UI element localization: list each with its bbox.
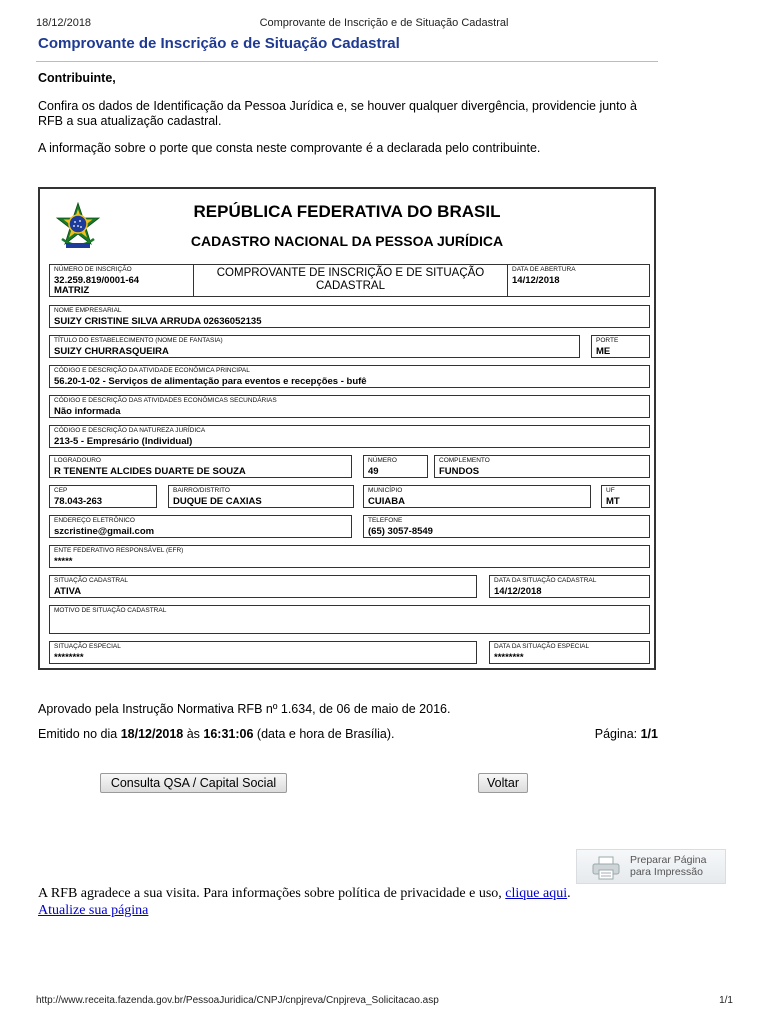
prepare-print-label bbox=[630, 854, 725, 878]
comprovante-title-box bbox=[193, 264, 508, 297]
field-atividade-principal bbox=[49, 365, 650, 388]
field-data-situacao bbox=[489, 575, 650, 598]
field-value: ATIVA bbox=[54, 586, 82, 597]
field-value: SUIZY CHURRASQUEIRA bbox=[54, 346, 169, 357]
title-divider bbox=[36, 61, 658, 62]
field-label: COMPLEMENTO bbox=[439, 457, 490, 464]
print-header-date: 18/12/2018 bbox=[36, 17, 92, 29]
field-value: MT bbox=[606, 496, 620, 507]
field-value: CUIABA bbox=[368, 496, 405, 507]
field-municipio bbox=[363, 485, 591, 508]
field-value: 213-5 - Empresário (Individual) bbox=[54, 436, 193, 447]
emission-mid: às bbox=[183, 727, 204, 741]
field-label: ENTE FEDERATIVO RESPONSÁVEL (EFR) bbox=[54, 547, 184, 554]
intro-line-1: Confira os dados de Identificação da Pessoa Jurídica e, se houver qualquer divergência, providencie junto à bbox=[38, 99, 637, 113]
field-data-situacao-especial bbox=[489, 641, 650, 664]
field-nome-fantasia bbox=[49, 335, 580, 358]
field-numero bbox=[363, 455, 428, 478]
field-motivo-situacao bbox=[49, 605, 650, 634]
field-label: DATA DA SITUAÇÃO ESPECIAL bbox=[494, 643, 590, 650]
field-label: PORTE bbox=[596, 337, 619, 344]
field-value: 78.043-263 bbox=[54, 496, 103, 507]
field-bairro bbox=[168, 485, 354, 508]
emission-time: 16:31:06 bbox=[203, 727, 254, 741]
prepare-print-line-1: Preparar Página bbox=[630, 854, 707, 866]
field-label: NOME EMPRESARIAL bbox=[54, 307, 122, 314]
field-label: MUNICÍPIO bbox=[368, 487, 403, 494]
field-porte bbox=[591, 335, 650, 358]
field-label: CÓDIGO E DESCRIÇÃO DA NATUREZA JURÍDICA bbox=[54, 427, 206, 434]
comprovante-title-line-1: COMPROVANTE DE INSCRIÇÃO E DE SITUAÇÃO bbox=[216, 267, 485, 279]
print-footer-page: 1/1 bbox=[719, 995, 733, 1006]
porte-notice: A informação sobre o porte que consta neste comprovante é a declarada pelo contribuinte. bbox=[38, 141, 541, 155]
field-nome-empresarial bbox=[49, 305, 650, 328]
voltar-button[interactable]: Voltar bbox=[478, 773, 528, 793]
field-cep bbox=[49, 485, 157, 508]
emission-prefix: Emitido no dia bbox=[38, 727, 121, 741]
field-value: R TENENTE ALCIDES DUARTE DE SOUZA bbox=[54, 466, 246, 477]
intro-line-2: RFB a sua atualização cadastral. bbox=[38, 114, 222, 128]
field-label: DATA DA SITUAÇÃO CADASTRAL bbox=[494, 577, 597, 584]
field-value: (65) 3057-8549 bbox=[368, 526, 433, 537]
field-atividades-secundarias bbox=[49, 395, 650, 418]
cnpj-certificate-card bbox=[38, 187, 656, 670]
field-value: 14/12/2018 bbox=[494, 586, 542, 597]
card-heading-republic: REPÚBLICA FEDERATIVA DO BRASIL bbox=[193, 202, 501, 221]
privacy-notice-end: . bbox=[567, 886, 571, 901]
page-indicator-value: 1/1 bbox=[640, 727, 658, 741]
field-abertura bbox=[507, 264, 650, 297]
field-label: SITUAÇÃO ESPECIAL bbox=[54, 643, 121, 650]
field-value: ***** bbox=[54, 556, 73, 567]
field-uf bbox=[601, 485, 650, 508]
field-label: SITUAÇÃO CADASTRAL bbox=[54, 577, 129, 584]
print-header-title: Comprovante de Inscrição e de Situação Cadastral bbox=[259, 17, 509, 29]
consulta-qsa-button[interactable]: Consulta QSA / Capital Social bbox=[100, 773, 287, 793]
approval-note: Aprovado pela Instrução Normativa RFB nº 1.634, de 06 de maio de 2016. bbox=[38, 702, 451, 716]
field-situacao-cadastral bbox=[49, 575, 477, 598]
field-value: ME bbox=[596, 346, 611, 357]
field-efr bbox=[49, 545, 650, 568]
comprovante-title-line-2: CADASTRAL bbox=[315, 280, 386, 292]
emission-info bbox=[38, 727, 478, 742]
field-value: FUNDOS bbox=[439, 466, 480, 477]
print-footer-url: http://www.receita.fazenda.gov.br/PessoaJuridica/CNPJ/cnpjreva/Cnpjreva_Solicitacao.asp bbox=[36, 995, 439, 1006]
field-value: ******** bbox=[494, 652, 524, 663]
field-value: 32.259.819/0001-64 bbox=[54, 275, 140, 286]
field-value: ******** bbox=[54, 652, 84, 663]
field-label: DATA DE ABERTURA bbox=[512, 266, 576, 273]
comprovante-title bbox=[194, 267, 507, 293]
field-inscricao bbox=[49, 264, 194, 297]
field-label: TÍTULO DO ESTABELECIMENTO (NOME DE FANTASIA) bbox=[54, 337, 223, 344]
field-telefone bbox=[363, 515, 650, 538]
field-value: DUQUE DE CAXIAS bbox=[173, 496, 262, 507]
prepare-print-line-2: para Impressão bbox=[630, 866, 703, 878]
greeting: Contribuinte, bbox=[38, 71, 116, 85]
page-indicator bbox=[560, 727, 658, 742]
page-indicator-label: Página: bbox=[594, 727, 641, 741]
field-label: CÓDIGO E DESCRIÇÃO DA ATIVIDADE ECONÔMICA PRINCIPAL bbox=[54, 367, 250, 374]
field-natureza-juridica bbox=[49, 425, 650, 448]
field-logradouro bbox=[49, 455, 352, 478]
privacy-notice-text: A RFB agradece a sua visita. Para informações sobre política de privacidade e uso, bbox=[38, 886, 506, 901]
field-label: MOTIVO DE SITUAÇÃO CADASTRAL bbox=[54, 607, 167, 614]
emission-date: 18/12/2018 bbox=[120, 727, 184, 741]
emission-suffix: (data e hora de Brasília). bbox=[253, 727, 395, 741]
field-label: BAIRRO/DISTRITO bbox=[173, 487, 230, 494]
field-label: UF bbox=[606, 487, 615, 494]
page-title: Comprovante de Inscrição e de Situação Cadastral bbox=[38, 35, 400, 52]
field-value-matriz: MATRIZ bbox=[54, 285, 90, 296]
field-complemento bbox=[434, 455, 650, 478]
card-heading-cnpj: CADASTRO NACIONAL DA PESSOA JURÍDICA bbox=[190, 233, 504, 249]
field-value: 56.20-1-02 - Serviços de alimentação para eventos e recepções - bufê bbox=[54, 376, 367, 387]
field-label: ENDEREÇO ELETRÔNICO bbox=[54, 517, 135, 524]
field-value: 49 bbox=[368, 466, 379, 477]
field-value: SUIZY CRISTINE SILVA ARRUDA 02636052135 bbox=[54, 316, 262, 327]
privacy-link[interactable]: clique aqui bbox=[505, 886, 568, 901]
field-situacao-especial bbox=[49, 641, 477, 664]
field-email bbox=[49, 515, 352, 538]
field-label: TELEFONE bbox=[368, 517, 403, 524]
privacy-notice bbox=[38, 886, 678, 902]
field-label: LOGRADOURO bbox=[54, 457, 101, 464]
field-value: Não informada bbox=[54, 406, 121, 417]
prepare-print-button[interactable] bbox=[576, 849, 726, 884]
field-label: CEP bbox=[54, 487, 68, 494]
field-label: NÚMERO bbox=[368, 457, 397, 464]
printer-icon bbox=[591, 856, 621, 880]
field-label: NÚMERO DE INSCRIÇÃO bbox=[54, 266, 132, 273]
field-value: szcristine@gmail.com bbox=[54, 526, 155, 537]
update-page-link[interactable]: Atualize sua página bbox=[38, 903, 149, 918]
field-value: 14/12/2018 bbox=[512, 275, 560, 286]
field-label: CÓDIGO E DESCRIÇÃO DAS ATIVIDADES ECONÔMICAS SECUNDÁRIAS bbox=[54, 397, 277, 404]
